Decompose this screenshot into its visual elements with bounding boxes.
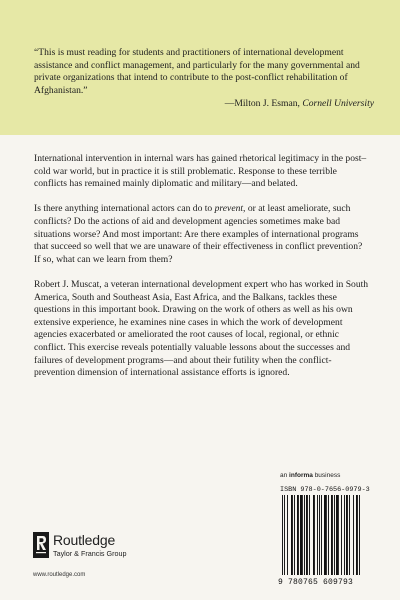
p2-text-end: , or at least ameliorate, such conflicts? Do the actions of aid and development agencies sometimes make bad situations worse? And most important: Are there examples of international programs that succeed so well that we are unaware of their effectiveness in conflict prevention? If so, what can we learn from them? [34,203,363,265]
description-paragraph-1: International intervention in internal wars has gained rhetorical legitimacy in the post–cold war world, but in practice it is still problematic. Response to these terrible conflicts has remained mainly diplomatic and military—and belated. [34,153,367,190]
publisher-url: www.routledge.com [33,572,86,578]
endorsement-attribution [34,98,374,111]
isbn-label: ISBN 978-0-7656-0979-3 [280,486,370,494]
informa-prefix: an [280,472,290,479]
attribution-name: —Milton J. Esman, [224,98,303,110]
barcode-number: 9 780765 609793 [278,578,354,587]
endorsement-box [0,0,400,135]
informa-tagline [280,472,340,479]
book-description [34,153,370,392]
p2-emphasis: prevent [214,203,244,215]
informa-word: informa [289,472,313,479]
barcode-block [278,472,373,590]
barcode-image [278,495,373,581]
publisher-name: Routledge [53,532,116,548]
description-paragraph-2 [34,203,370,266]
informa-suffix: business [312,472,341,479]
publisher-group: Taylor & Francis Group [53,549,127,558]
description-paragraph-3: Robert J. Muscat, a veteran international development expert who has worked in South America, South and Southeast Asia, East Africa, and the Balkans, tackles these questions in this important book. Drawing on the work of others as well as his own extensive experience, he examines nine cases in which the work of development agencies exacerbated or ameliorated the root causes of local, regional, or ethnic conflict. This exercise reveals potentially valuable lessons about the successes and failures of development programs—and about their futility when the conflict-prevention dimension of international assistance efforts is ignored. [34,278,369,379]
attribution-affiliation: Cornell University [302,98,374,110]
routledge-logo-icon [33,532,49,558]
endorsement-quote: “This is must reading for students and practitioners of international development assistance and conflict management, and particularly for the many governmental and private organizations that intend to contribute to the post-conflict rehabilitation of Afghanistan.” [34,47,360,96]
publisher-block [33,532,153,582]
p2-text-start: Is there anything international actors can do to [34,203,215,215]
